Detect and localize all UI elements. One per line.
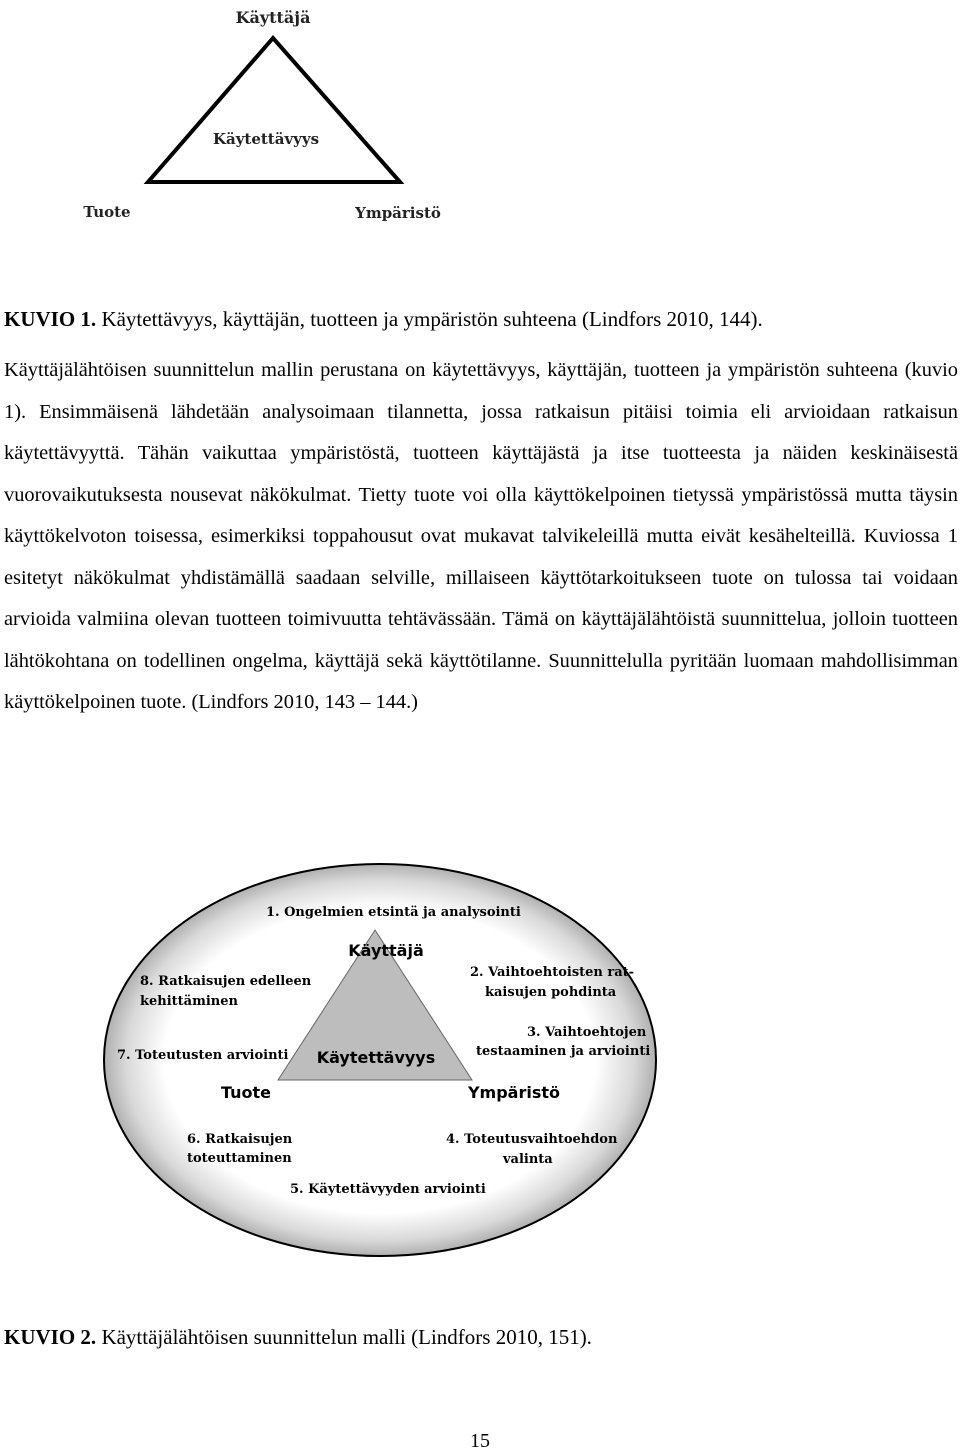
step-5-label: 5. Käytettävyyden arviointi	[290, 1182, 486, 1197]
figure-1-triangle-diagram	[60, 0, 480, 240]
page-number: 15	[470, 1430, 490, 1452]
step-6-label-line-1: 6. Ratkaisujen	[187, 1132, 293, 1147]
figure-2-usability-cycle-diagram	[100, 855, 670, 1265]
fig2-label-product: Tuote	[220, 1083, 272, 1102]
figure-1-caption-label: KUVIO 1.	[4, 307, 97, 331]
figure-2-caption-label: KUVIO 2.	[4, 1325, 97, 1349]
figure-1-caption-text: Käytettävyys, käyttäjän, tuotteen ja ympäristön suhteena (Lindfors 2010, 144).	[101, 307, 763, 331]
triangle-outline	[148, 38, 400, 182]
fig1-label-user: Käyttäjä	[235, 8, 311, 27]
body-paragraph: Käyttäjälähtöisen suunnittelun mallin perustana on käytettävyys, käyttäjän, tuotteen ja ympäristön suhteena (kuvio 1). Ensimmäisenä lähdetään analysoimaan tilannetta, jossa ratkaisun pitäisi toimia eli arvioidaan ratkaisun käytettävyyttä. Tähän vaikuttaa ympäristöstä, tuotteen käyttäjästä ja itse tuotteesta ja näiden keskinäisestä vuorovaikutuksesta nousevat näkökulmat. Tietty tuote voi olla käyttökelpoinen tietyssä ympäristössä mutta täysin käyttökelvoton toisessa, esimerkiksi toppahousut ovat mukavat talvikeleillä mutta eivät kesähelteillä. Kuviossa 1 esitetyt näkökulmat yhdistämällä saadaan selville, millaiseen käyttötarkoitukseen tuote on tulossa tai voidaan arvioida valmiina olevan tuotteen toimivuutta tehtävässään. Tämä on käyttäjälähtöistä suunnittelua, jolloin tuotteen lähtökohtana on todellinen ongelma, käyttäjä sekä käyttötilanne. Suunnittelulla pyritään luomaan mahdollisimman käyttökelpoinen tuote. (Lindfors 2010, 143 – 144.)	[4, 359, 958, 713]
step-8-label-line-1: 8. Ratkaisujen edelleen	[140, 974, 312, 989]
step-4-label-line-2: valinta	[503, 1152, 553, 1167]
step-3-label-line-2: testaaminen ja arviointi	[476, 1044, 651, 1059]
step-2-label-line-1: 2. Vaihtoehtoisten rat-	[470, 965, 635, 980]
fig2-label-environment: Ympäristö	[467, 1083, 561, 1102]
fig1-label-product: Tuote	[83, 203, 131, 221]
figure-1-caption	[4, 306, 763, 332]
step-3-label-line-1: 3. Vaihtoehtojen	[527, 1025, 647, 1040]
step-6-label-line-2: toteuttaminen	[187, 1151, 292, 1166]
figure-2-caption	[4, 1324, 592, 1350]
step-2-label-line-2: kaisujen pohdinta	[485, 985, 617, 1000]
step-4-label-line-1: 4. Toteutusvaihtoehdon	[446, 1132, 618, 1147]
step-7-label: 7. Toteutusten arviointi	[117, 1048, 289, 1063]
fig1-label-usability: Käytettävyys	[212, 130, 320, 148]
figure-2-caption-text: Käyttäjälähtöisen suunnittelun malli (Lindfors 2010, 151).	[101, 1325, 592, 1349]
step-1-label: 1. Ongelmien etsintä ja analysointi	[266, 905, 521, 920]
step-8-label-line-2: kehittäminen	[140, 994, 238, 1009]
fig2-label-user: Käyttäjä	[348, 941, 424, 960]
fig2-label-usability: Käytettävyys	[316, 1048, 436, 1067]
fig1-label-environment: Ympäristö	[355, 204, 441, 222]
